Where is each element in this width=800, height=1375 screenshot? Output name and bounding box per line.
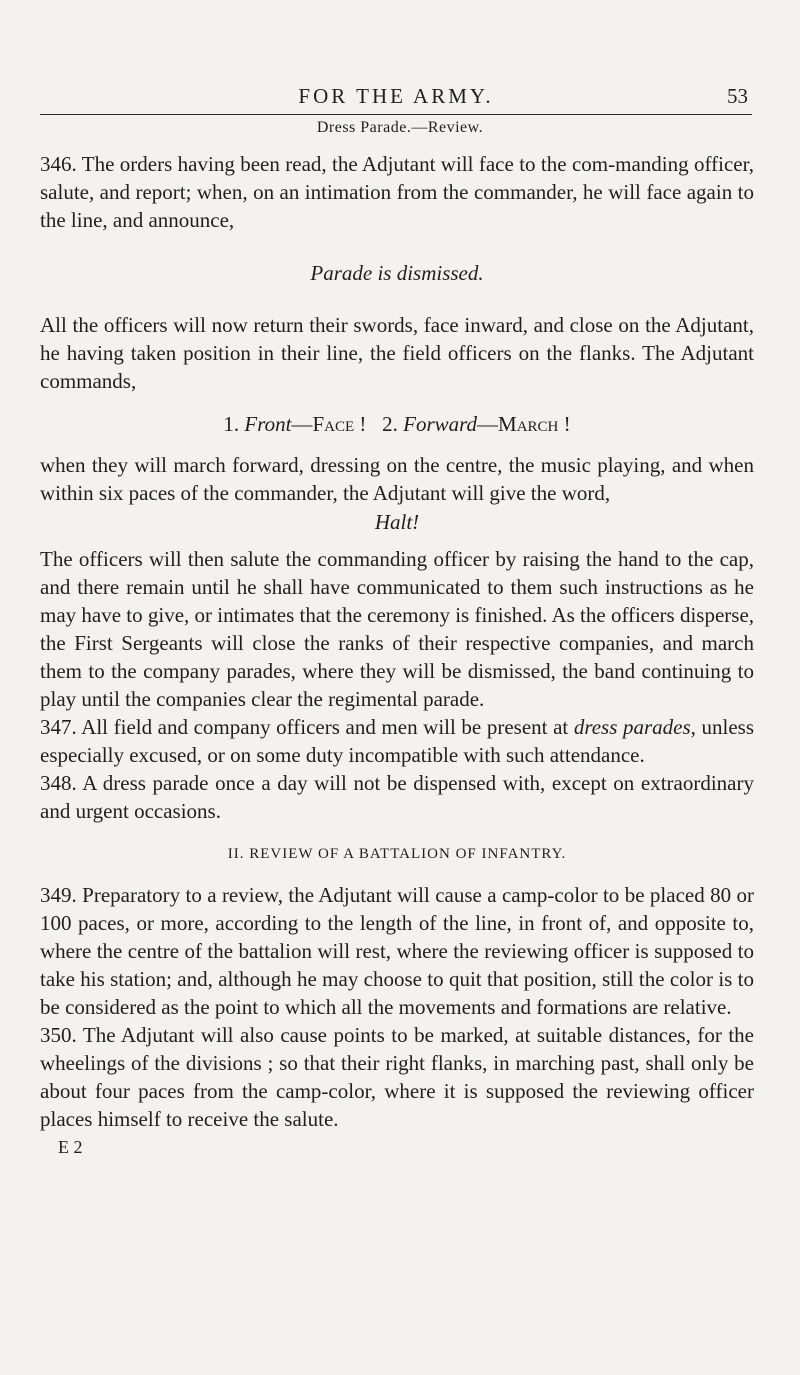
section-heading: Dress Parade.—Review. [316,119,484,136]
paragraph-347-end: , unless especially excused, or on some duty incompatible with such attendance. [40,715,755,767]
command-line: 1. Front—Face ! 2. Forward—March ! [223,412,571,436]
command-1-caution: Front [244,412,292,436]
paragraph-officers-return: All the officers will now return their swords, face inward, and close on the Adjutant, he having taken position in their line, the field officers on the flanks. The Adjutant commands, [40,313,754,393]
paragraph-officers-salute: The officers will then salute the commanding officer by raising the hand to the cap, and there remain until he shall have communicated to them such instructions as he may have to give, or intimates that the ceremony is finished. As the officers disperse, the First Sergeants will close the ranks of their respective companies, and march them to the company parades, where they will be dismissed, the band continuing to play until the companies clear the regimental parade. [40,547,755,711]
paragraph-347 [40,713,754,769]
command-2-execution: March ! [498,412,571,436]
paragraph-347-start: 347. All field and company officers and men will be present at [40,715,569,739]
page-number: 53 [727,84,748,108]
command-1-execution: Face ! [312,412,367,436]
paragraph-350: 350. The Adjutant will also cause points to be marked, at suitable distances, for the wheelings of the divisions ; so that their right flanks, in marching past, shall only be about four paces from the camp-color, where it is supposed the reviewing officer places himself to receive the salute. [40,1023,754,1131]
command-2-number: 2. [382,412,398,436]
paragraph-346: 346. The orders having been read, the Adjutant will face to the com-manding officer, salute, and report; when, on an intimation from the commander, he will face again to the line, and announce, [40,152,754,232]
paragraph-348: 348. A dress parade once a day will not be dispensed with, except on extraordinary and urgent occasions. [40,771,754,823]
paragraph-347-emphasis: dress parades [573,715,691,739]
parade-dismissed-command: Parade is dismissed. [310,261,484,285]
signature-mark: E 2 [58,1137,83,1157]
review-subheading: II. REVIEW OF A BATTALION OF INFANTRY. [227,846,567,862]
halt-command: Halt! [374,510,420,534]
command-1-number: 1. [223,412,240,436]
running-head [40,84,752,115]
command-2-caution: Forward [403,412,478,436]
body-text [40,150,754,1161]
running-title: FOR THE ARMY. [298,84,494,108]
paragraph-march-forward: when they will march forward, dressing on the centre, the music playing, and when within six paces of the commander, the Adjutant will give the word, [40,453,754,505]
paragraph-349: 349. Preparatory to a review, the Adjutant will cause a camp-color to be placed 80 or 100 paces, or more, according to the length of the line, in front of, and opposite to, where the centre of the battalion will rest, where the reviewing officer is supposed to take his station; and, although he may choose to quit that position, still the color is to be considered as the point to which all the movements and formations are relative. [40,883,754,1019]
